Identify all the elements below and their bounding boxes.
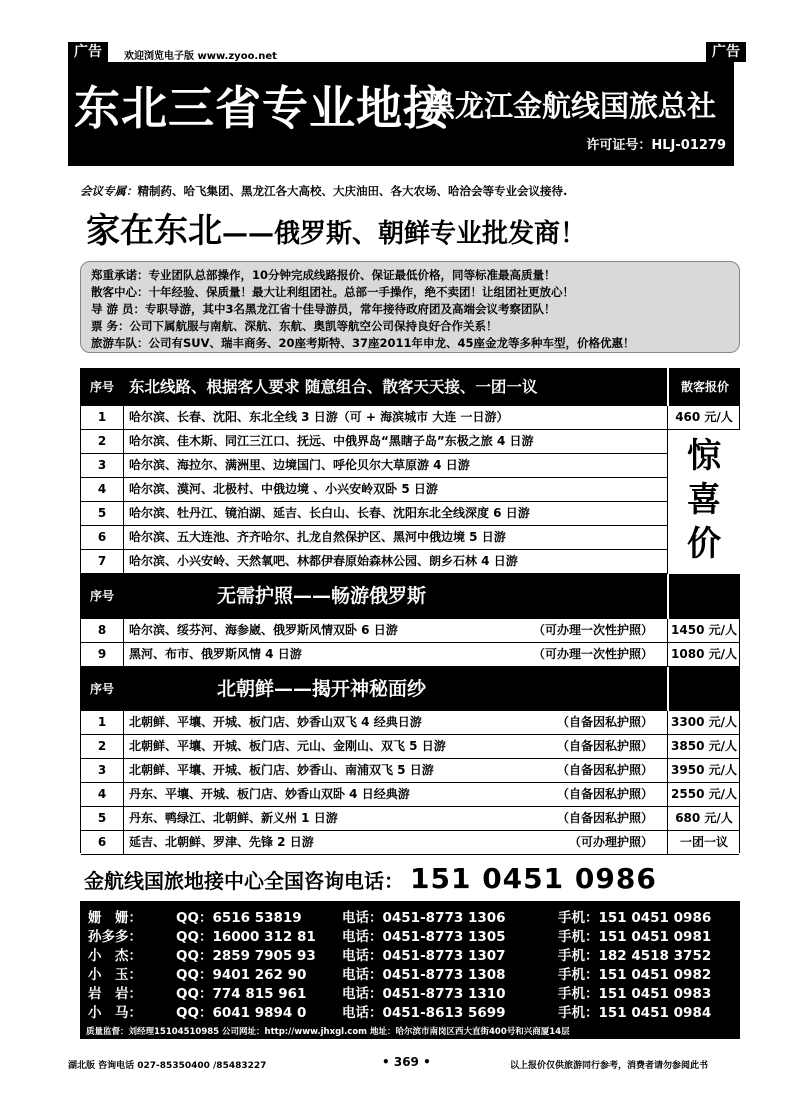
- row-number: 4: [81, 478, 124, 501]
- row-route: 黑河、布市、俄罗斯风情 4 日游: [129, 647, 302, 661]
- row-route: 哈尔滨、绥芬河、海参崴、俄罗斯风情双卧 6 日游: [129, 623, 398, 637]
- num-header: 序号: [89, 589, 114, 603]
- table-row: [81, 711, 739, 735]
- row-note: （可办理护照）: [568, 835, 653, 849]
- contact-qq: QQ：16000 312 81: [176, 929, 316, 945]
- row-route: 丹东、鸭绿江、北朝鲜、新义州 1 日游: [129, 811, 338, 825]
- row-number: 8: [81, 619, 124, 642]
- table-row: [81, 759, 739, 783]
- row-route: 哈尔滨、五大连池、齐齐哈尔、扎龙自然保护区、黑河中俄边境 5 日游: [129, 530, 506, 544]
- hotline-number: 151 0451 0986: [410, 862, 657, 895]
- ad-tag-right: 广告: [706, 42, 746, 62]
- contact-row: [80, 982, 740, 1001]
- slogan: [86, 203, 586, 252]
- contact-tel: 电话：0451-8773 1306: [342, 910, 506, 926]
- contact-qq: QQ：774 815 961: [176, 986, 307, 1002]
- row-price: 一团一议: [667, 831, 740, 854]
- num-header: 序号: [89, 682, 114, 696]
- table-row: [81, 831, 739, 855]
- price-header-blank: [667, 574, 741, 619]
- row-route: 哈尔滨、牡丹江、镜泊湖、延吉、长白山、长春、沈阳东北全线深度 6 日游: [129, 506, 530, 520]
- row-number: 6: [81, 831, 124, 854]
- contact-mobile: 手机：151 0451 0986: [558, 910, 712, 926]
- row-number: 4: [81, 783, 124, 806]
- row-route: 延吉、北朝鲜、罗津、先锋 2 日游: [129, 835, 314, 849]
- row-note: （自备因私护照）: [556, 739, 653, 753]
- slogan-main: 家在东北: [86, 211, 222, 251]
- table-row: [81, 550, 739, 574]
- agency-name: 黑龙江金航线国旅总社: [426, 89, 717, 123]
- header-banner: [68, 62, 734, 166]
- price-header-blank: [667, 667, 741, 711]
- meeting-label: 会议专属：: [80, 184, 138, 198]
- footer-right: 以上报价仅供旅游同行参考，消费者请勿参阅此书: [510, 1061, 709, 1071]
- page-number: • 369 •: [382, 1055, 431, 1069]
- row-note: （自备因私护照）: [556, 715, 653, 729]
- section-header-russia: [81, 574, 739, 619]
- row-note: （可办理一次性护照）: [532, 647, 653, 661]
- welcome-text: 欢迎浏览电子版 www.zyoo.net: [124, 51, 277, 62]
- surprise-char: 喜: [668, 478, 740, 522]
- section-title: 无需护照——畅游俄罗斯: [217, 585, 427, 607]
- row-number: 1: [81, 406, 124, 429]
- row-route: 北朝鲜、平壤、开城、板门店、元山、金刚山、双飞 5 日游: [129, 739, 446, 753]
- contact-name: 小 马：: [88, 1005, 142, 1021]
- contact-mobile: 手机：151 0451 0983: [558, 986, 712, 1002]
- table-row: [81, 735, 739, 759]
- row-number: 7: [81, 550, 124, 573]
- surprise-price-cell: [667, 430, 740, 574]
- contact-tel: 电话：0451-8773 1305: [342, 929, 506, 945]
- table-row: [81, 502, 739, 526]
- row-number: 3: [81, 759, 124, 782]
- section-header-northeast: [81, 368, 739, 406]
- ad-tag-left: 广告: [68, 42, 108, 62]
- contact-name: 孙多多：: [88, 929, 142, 945]
- contact-mobile: 手机：151 0451 0982: [558, 967, 712, 983]
- footer-left: 湖北版 咨询电话 027-85350400 /85483227: [68, 1061, 267, 1071]
- row-number: 5: [81, 502, 124, 525]
- contact-row: [80, 925, 740, 944]
- quality-supervision: 质量监督：刘经理15104510985 公司网址：http://www.jhxgl.com 地址：哈尔滨市南岗区西大直街400号和兴商厦14层: [86, 1027, 570, 1037]
- row-number: 2: [81, 735, 124, 758]
- row-route: 哈尔滨、海拉尔、满洲里、边境国门、呼伦贝尔大草原游 4 日游: [129, 458, 470, 472]
- row-price: 2550 元/人: [667, 783, 740, 806]
- route-table: [80, 368, 740, 853]
- row-price: 3950 元/人: [667, 759, 740, 782]
- contact-tel: 电话：0451-8613 5699: [342, 1005, 506, 1021]
- meeting-text: 精制药、哈飞集团、黑龙江各大高校、大庆油田、各大农场、哈洽会等专业会议接待.: [137, 184, 568, 198]
- hotline-label: 金航线国旅地接中心全国咨询电话：: [84, 869, 404, 893]
- row-note: （自备因私护照）: [556, 811, 653, 825]
- row-price: 3850 元/人: [667, 735, 740, 758]
- contact-qq: QQ：9401 262 90: [176, 967, 307, 983]
- contact-mobile: 手机：151 0451 0984: [558, 1005, 712, 1021]
- section-title: 北朝鲜——揭开神秘面纱: [217, 678, 427, 700]
- row-number: 3: [81, 454, 124, 477]
- row-price: 1450 元/人: [667, 619, 740, 642]
- table-row: [81, 406, 739, 430]
- section-header-korea: [81, 667, 739, 711]
- row-route: 丹东、平壤、开城、板门店、妙香山双卧 4 日经典游: [129, 787, 410, 801]
- promise-line: 票 务：公司下属航服与南航、深航、东航、奥凯等航空公司保持良好合作关系！: [91, 319, 498, 333]
- meeting-line: [80, 183, 567, 199]
- contact-mobile: 手机：151 0451 0981: [558, 929, 712, 945]
- hotline: [84, 862, 657, 895]
- table-row: [81, 807, 739, 831]
- table-row: [81, 430, 739, 454]
- contact-row: [80, 906, 740, 925]
- row-number: 5: [81, 807, 124, 830]
- table-row: [81, 526, 739, 550]
- row-number: 9: [81, 643, 124, 666]
- row-route: 北朝鲜、平壤、开城、板门店、妙香山、南浦双飞 5 日游: [129, 763, 434, 777]
- row-note: （可办理一次性护照）: [532, 623, 653, 637]
- contact-tel: 电话：0451-8773 1310: [342, 986, 506, 1002]
- contact-name: 姗 姗：: [88, 910, 142, 926]
- row-route: 哈尔滨、小兴安岭、天然氧吧、林都伊春原始森林公园、朗乡石林 4 日游: [129, 554, 518, 568]
- contact-name: 岩 岩：: [88, 986, 142, 1002]
- contact-tel: 电话：0451-8773 1308: [342, 967, 506, 983]
- row-route: 哈尔滨、漠河、北极村、中俄边境 、小兴安岭双卧 5 日游: [129, 482, 438, 496]
- row-price: 1080 元/人: [667, 643, 740, 666]
- row-route: 哈尔滨、佳木斯、同江三江口、抚远、中俄界岛“黑瞎子岛”东极之旅 4 日游: [129, 434, 534, 448]
- promise-box: [80, 261, 740, 353]
- contact-row: [80, 944, 740, 963]
- row-price: 680 元/人: [667, 807, 740, 830]
- contact-qq: QQ：6516 53819: [176, 910, 302, 926]
- surprise-char: 惊: [668, 434, 740, 478]
- table-row: [81, 643, 739, 667]
- row-route: 哈尔滨、长春、沈阳、东北全线 3 日游（可 + 海滨城市 大连 一日游）: [129, 410, 509, 424]
- row-price: 460 元/人: [667, 406, 740, 429]
- promise-line: 旅游车队：公司有SUV、瑞丰商务、20座考斯特、37座2011年申龙、45座金龙等多种车型，价格优惠！: [91, 336, 635, 350]
- contact-qq: QQ：6041 9894 0: [176, 1005, 307, 1021]
- row-route: 北朝鲜、平壤、开城、板门店、妙香山双飞 4 经典日游: [129, 715, 422, 729]
- license-number: 许可证号：HLJ-01279: [586, 138, 726, 153]
- contact-name: 小 杰：: [88, 948, 142, 964]
- table-row: [81, 783, 739, 807]
- table-row: [81, 478, 739, 502]
- table-row: [81, 619, 739, 643]
- price-header: 散客报价: [667, 368, 741, 406]
- contacts-panel: [80, 901, 740, 1039]
- surprise-char: 价: [668, 522, 740, 566]
- row-note: （自备因私护照）: [556, 763, 653, 777]
- table-row: [81, 454, 739, 478]
- row-note: （自备因私护照）: [556, 787, 653, 801]
- main-title: 东北三省专业地接: [74, 81, 450, 135]
- row-number: 1: [81, 711, 124, 734]
- row-number: 2: [81, 430, 124, 453]
- promise-line: 导 游 员：专职导游，其中3名黑龙江省十佳导游员，常年接待政府团及高端会议考察团队！: [91, 302, 556, 316]
- contact-name: 小 玉：: [88, 967, 142, 983]
- contact-row: [80, 963, 740, 982]
- contact-row: [80, 1001, 740, 1020]
- slogan-rest: ——俄罗斯、朝鲜专业批发商！: [222, 219, 587, 249]
- promise-line: 郑重承诺：专业团队总部操作，10分钟完成线路报价、保证最低价格，同等标准最高质量！: [91, 268, 556, 282]
- row-number: 6: [81, 526, 124, 549]
- contact-mobile: 手机：182 4518 3752: [558, 948, 712, 964]
- row-price: 3300 元/人: [667, 711, 740, 734]
- num-header: 序号: [89, 380, 114, 394]
- promise-line: 散客中心：十年经验、保质量！最大让利组团社。总部一手操作，绝不卖团！让组团社更放心！: [91, 285, 574, 299]
- contact-tel: 电话：0451-8773 1307: [342, 948, 506, 964]
- section-title: 东北线路、根据客人要求 随意组合、散客天天接、一团一议: [129, 378, 538, 396]
- contact-qq: QQ：2859 7905 93: [176, 948, 316, 964]
